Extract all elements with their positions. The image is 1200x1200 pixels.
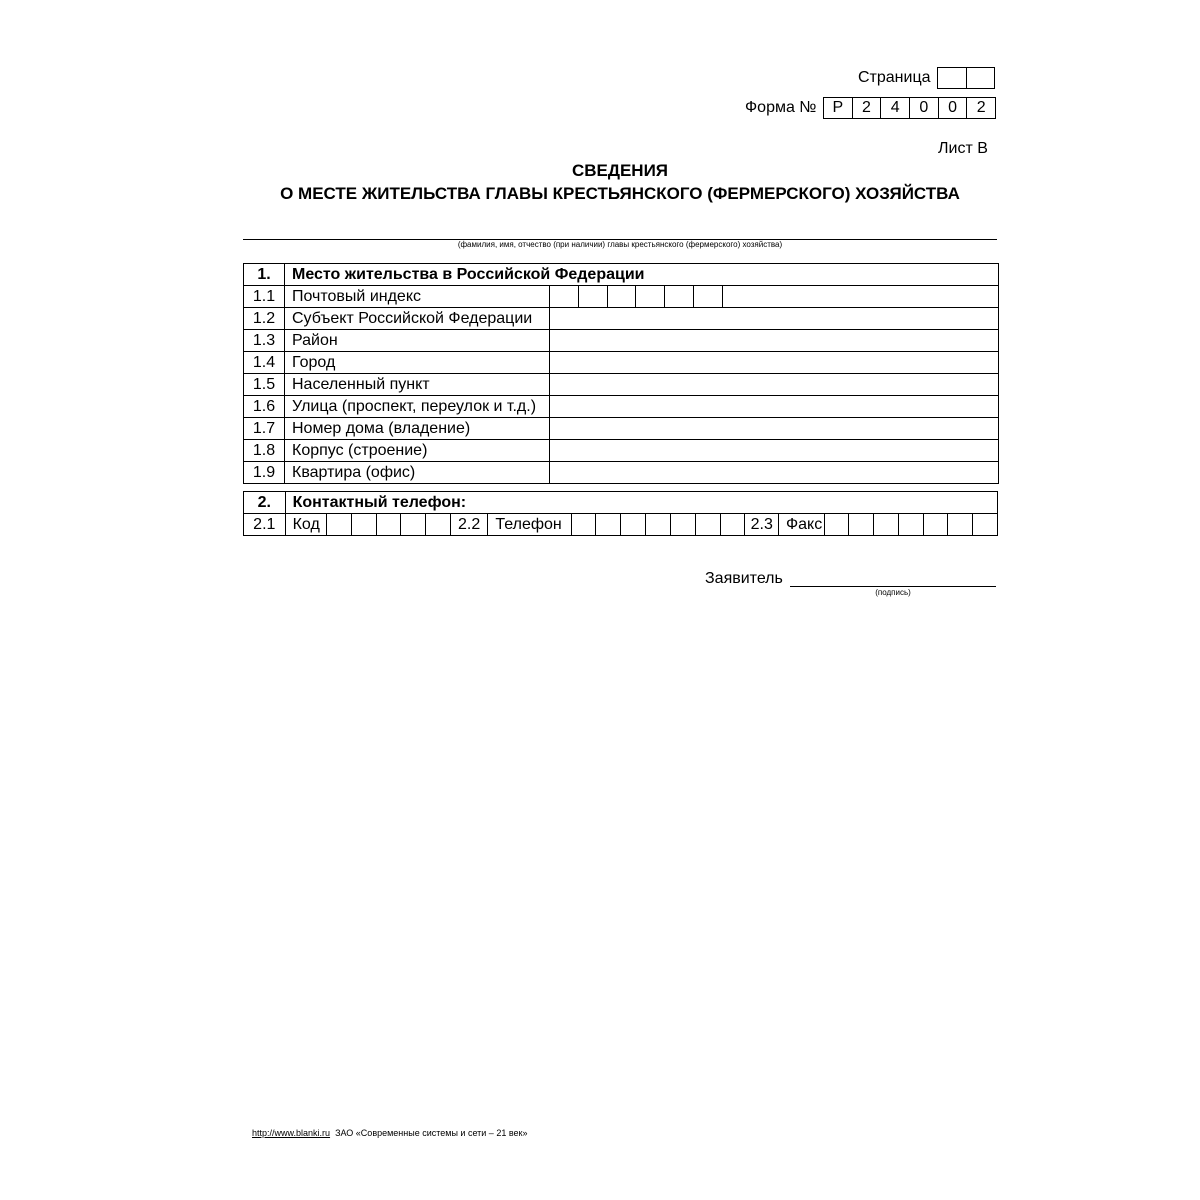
row-label: Город <box>285 352 550 374</box>
table-row <box>244 330 999 352</box>
region-field[interactable] <box>550 308 999 330</box>
fax-number-cell[interactable] <box>874 514 899 536</box>
postal-code-cell[interactable] <box>665 286 694 307</box>
table-row <box>244 440 999 462</box>
street-field[interactable] <box>550 396 999 418</box>
form-number-label: Форма № <box>745 99 817 116</box>
fax-number-cell[interactable] <box>849 514 874 536</box>
page-number-cell[interactable] <box>938 68 966 88</box>
fax-number-cell[interactable] <box>898 514 923 536</box>
phone-number-cell[interactable] <box>596 514 621 536</box>
head-name-caption: (фамилия, имя, отчество (при наличии) главы крестьянского (фермерского) хозяйства) <box>457 240 783 249</box>
document-subtitle: О МЕСТЕ ЖИТЕЛЬСТВА ГЛАВЫ КРЕСТЬЯНСКОГО (ФЕРМЕРСКОГО) ХОЗЯЙСТВА <box>280 184 960 203</box>
postal-code-cell[interactable] <box>550 286 579 307</box>
city-field[interactable] <box>550 352 999 374</box>
phone-number-cell[interactable] <box>621 514 646 536</box>
form-number-boxes <box>823 97 996 119</box>
signature-caption: (подпись) <box>875 588 911 597</box>
fax-number-cell[interactable] <box>973 514 998 536</box>
building-field[interactable] <box>550 440 999 462</box>
phone-code-cell[interactable] <box>327 514 352 536</box>
row-number: 1.7 <box>244 418 285 440</box>
phone-code-cell[interactable] <box>376 514 401 536</box>
document-title: СВЕДЕНИЯ <box>571 161 669 180</box>
footer <box>252 1128 527 1138</box>
footer-link[interactable]: http://www.blanki.ru <box>252 1128 331 1138</box>
row-number: 1.4 <box>244 352 285 374</box>
section-header-row <box>244 264 999 286</box>
row-label: Корпус (строение) <box>285 440 550 462</box>
residence-table <box>243 263 999 484</box>
postal-code-cell[interactable] <box>608 286 637 307</box>
row-number: 1.8 <box>244 440 285 462</box>
row-number: 1.9 <box>244 462 285 484</box>
row-number: 2.1 <box>244 514 286 536</box>
phone-number-cell[interactable] <box>571 514 596 536</box>
phone-number-cell[interactable] <box>720 514 745 536</box>
row-label: Номер дома (владение) <box>285 418 550 440</box>
fax-number-cell[interactable] <box>824 514 849 536</box>
settlement-field[interactable] <box>550 374 999 396</box>
table-row <box>244 418 999 440</box>
phone-code-cell[interactable] <box>426 514 451 536</box>
phone-code-label: Код <box>285 514 327 536</box>
form-number-char: 0 <box>909 98 938 118</box>
table-row <box>244 286 999 308</box>
row-label: Район <box>285 330 550 352</box>
postal-code-cell[interactable] <box>636 286 665 307</box>
form-number-char: Р <box>832 99 844 116</box>
row-number: 1.5 <box>244 374 285 396</box>
row-label: Населенный пункт <box>285 374 550 396</box>
page-label: Страница <box>858 69 931 86</box>
page-number-cell[interactable] <box>966 68 995 88</box>
row-number: 1.2 <box>244 308 285 330</box>
form-number-char: 0 <box>938 98 967 118</box>
row-number: 1.6 <box>244 396 285 418</box>
applicant-label: Заявитель <box>705 570 783 587</box>
signature-field[interactable] <box>790 586 996 587</box>
district-field[interactable] <box>550 330 999 352</box>
phone-code-cell[interactable] <box>351 514 376 536</box>
phone-code-cell[interactable] <box>401 514 426 536</box>
apartment-field[interactable] <box>550 462 999 484</box>
table-row <box>244 308 999 330</box>
fax-label: Факс <box>778 514 824 536</box>
row-label: Субъект Российской Федерации <box>285 308 550 330</box>
form-number-char: 4 <box>880 98 909 118</box>
table-row <box>244 514 998 536</box>
footer-company: ЗАО «Современные системы и сети – 21 век» <box>335 1128 528 1138</box>
sheet-label: Лист В <box>938 140 988 157</box>
postal-code-field[interactable] <box>550 286 999 308</box>
page-number-boxes[interactable] <box>937 67 995 89</box>
row-number: 1.1 <box>244 286 285 308</box>
row-label: Улица (проспект, переулок и т.д.) <box>285 396 550 418</box>
table-row <box>244 374 999 396</box>
row-number: 2.2 <box>450 514 488 536</box>
table-row <box>244 396 999 418</box>
form-number-char: 2 <box>852 98 881 118</box>
house-number-field[interactable] <box>550 418 999 440</box>
phone-number-cell[interactable] <box>646 514 671 536</box>
postal-code-cell[interactable] <box>579 286 608 307</box>
row-number: 1.3 <box>244 330 285 352</box>
table-row <box>244 462 999 484</box>
section-number: 2. <box>244 492 286 514</box>
fax-number-cell[interactable] <box>923 514 948 536</box>
phone-label: Телефон <box>488 514 571 536</box>
form-number-char: 2 <box>966 98 995 118</box>
row-number: 2.3 <box>745 514 778 536</box>
postal-code-cell[interactable] <box>694 286 723 307</box>
contact-phone-table <box>243 491 998 536</box>
section-title: Место жительства в Российской Федерации <box>285 264 999 286</box>
row-label: Квартира (офис) <box>285 462 550 484</box>
table-row <box>244 352 999 374</box>
phone-number-cell[interactable] <box>670 514 695 536</box>
phone-number-cell[interactable] <box>695 514 720 536</box>
section-header-row <box>244 492 998 514</box>
section-number: 1. <box>244 264 285 286</box>
section-title: Контактный телефон: <box>285 492 997 514</box>
row-label: Почтовый индекс <box>285 286 550 308</box>
fax-number-cell[interactable] <box>948 514 973 536</box>
